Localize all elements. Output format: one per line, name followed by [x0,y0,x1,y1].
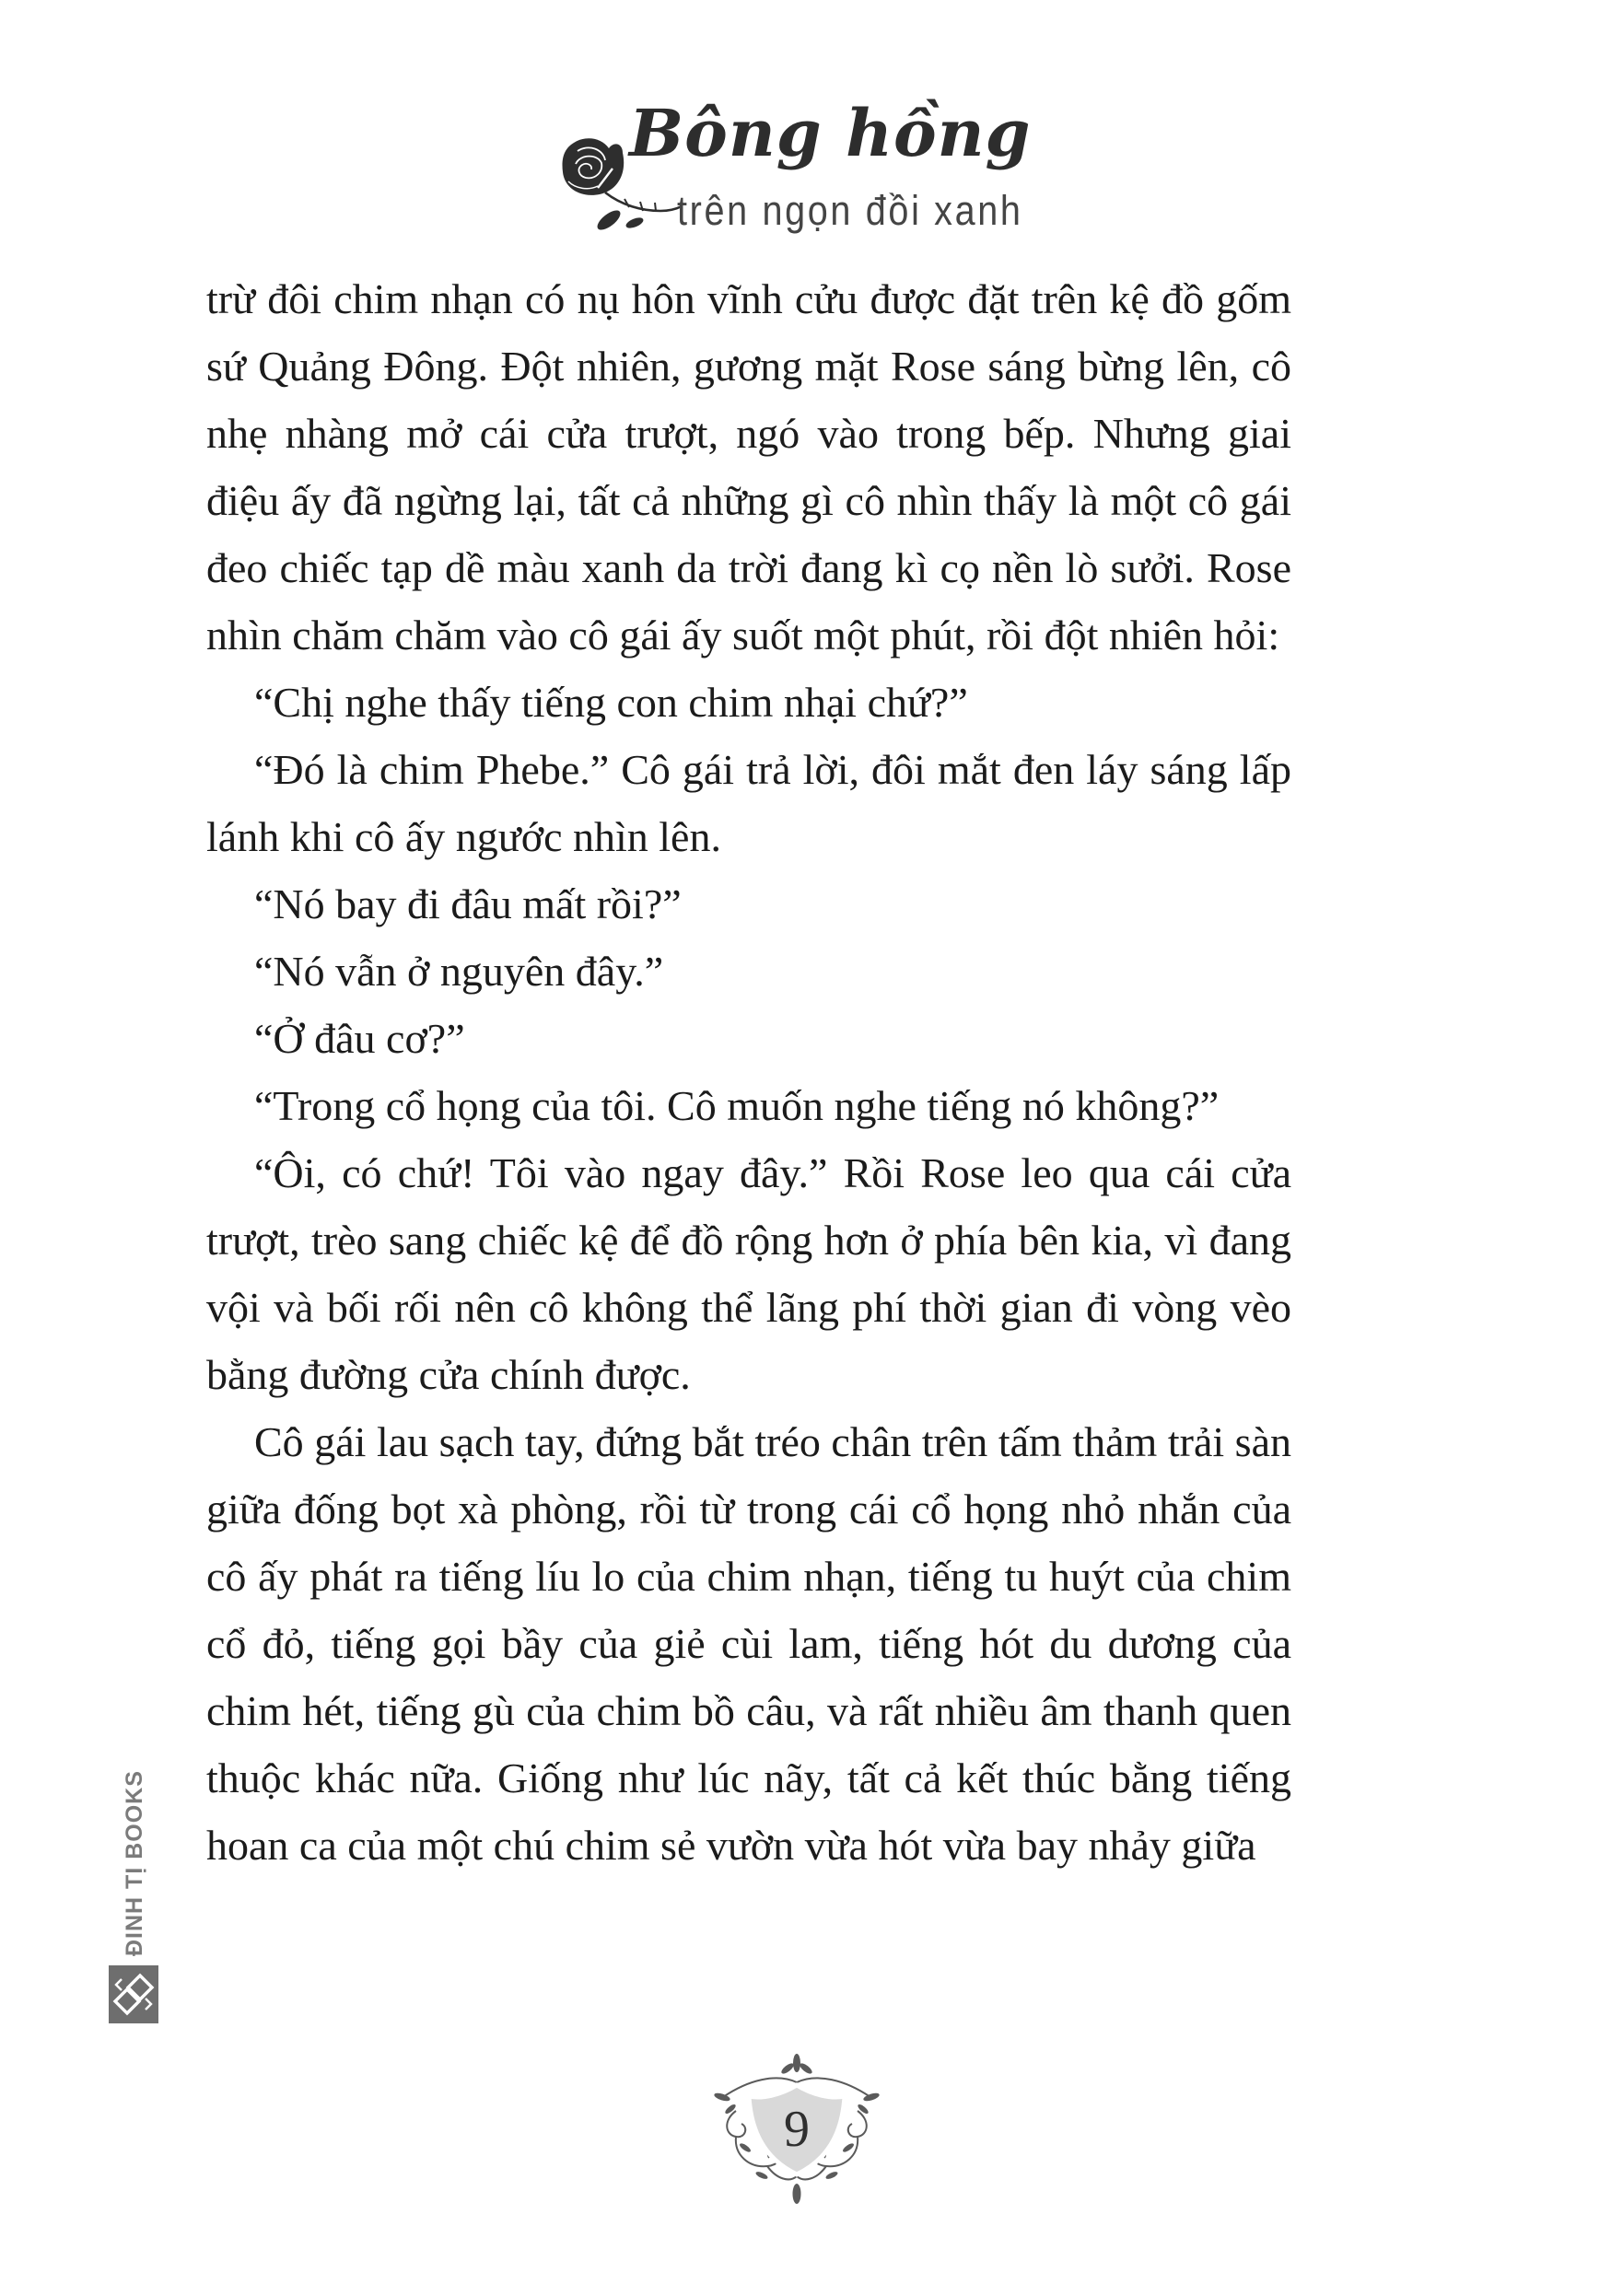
paragraph: “Đó là chim Phebe.” Cô gái trả lời, đôi mắt đen láy sáng lấp lánh khi cô ấy ngước nhìn lên. [206,746,1291,860]
page-number: 9 [784,2101,810,2158]
book-subtitle: trên ngọn đồi xanh [677,187,1023,234]
publisher-label: ĐINH TỊ BOOKS [122,1770,147,1956]
paragraph: “Nó bay đi đâu mất rồi?” [254,880,682,927]
paragraph: trừ đôi chim nhạn có nụ hôn vĩnh cửu được đặt trên kệ đồ gốm sứ Quảng Đông. Đột nhiên, gương mặt Rose sáng bừng lên, cô nhẹ nhàng mở cái cửa trượt, ngó vào trong bếp. Nhưng giai điệu ấy đã ngừng lại, tất cả những gì cô nhìn thấy là một cô gái đeo chiếc tạp dề màu xanh da trời đang kì cọ nền lò sưởi. Rose nhìn chăm chăm vào cô gái ấy suốt một phút, rồi đột nhiên hỏi: [206,275,1291,658]
dinh-ti-logo-icon [109,1965,158,2023]
book-title: Bông hồng [629,95,1032,171]
paragraph: “Trong cổ họng của tôi. Cô muốn nghe tiếng nó không?” [254,1082,1220,1129]
page-text [206,265,1291,1879]
paragraph: “Chị nghe thấy tiếng con chim nhại chứ?” [254,679,968,726]
paragraph: “Ôi, có chứ! Tôi vào ngay đây.” Rồi Rose leo qua cái cửa trượt, trèo sang chiếc kệ để đồ rộng hơn ở phía bên kia, vì đang vội và bối rối nên cô không thể lãng phí thời gian đi vòng vèo bằng đường cửa chính được. [206,1149,1291,1398]
paragraph: “Ở đâu cơ?” [254,1015,465,1062]
page-number-shield-icon [705,2054,889,2212]
paragraph: “Nó vẫn ở nguyên đây.” [254,948,664,995]
paragraph: Cô gái lau sạch tay, đứng bắt tréo chân trên tấm thảm trải sàn giữa đống bọt xà phòng, rồi từ trong cái cổ họng nhỏ nhắn của cô ấy phát ra tiếng líu lo của chim nhạn, tiếng tu huýt của chim cổ đỏ, tiếng gọi bầy của giẻ cùi lam, tiếng hót du dương của chim hét, tiếng gù của chim bồ câu, và rất nhiều âm thanh quen thuộc khác nữa. Giống như lúc nãy, tất cả kết thúc bằng tiếng hoan ca của một chú chim sẻ vườn vừa hót vừa bay nhảy giữa [206,1418,1291,1869]
